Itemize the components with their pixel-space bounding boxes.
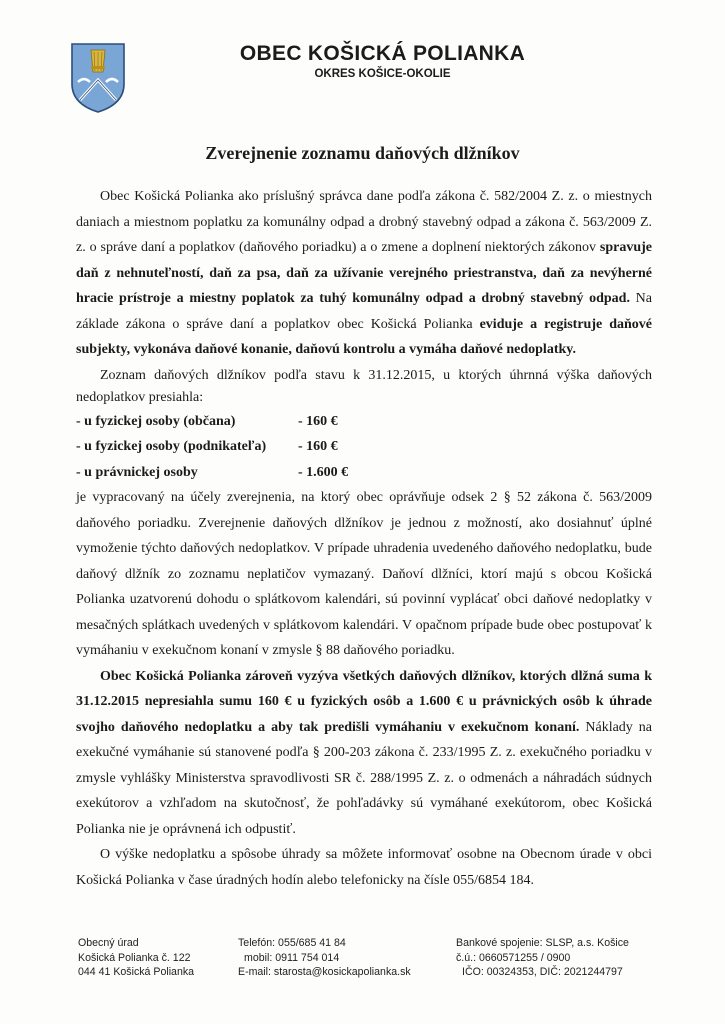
debt-threshold-table	[76, 409, 348, 486]
contact-paragraph: O výške nedoplatku a spôsobe úhrady sa môžete informovať osobne na Obecnom úrade v obci Košická Polianka v čase úradných hodín alebo telefonicky na čísle 055/6854 184.	[76, 847, 652, 888]
footer-contact: Telefón: 055/685 41 84 mobil: 0911 754 014 E-mail: starosta@kosickapolianka.sk	[238, 937, 411, 978]
debtors-list-intro: Zoznam daňových dlžníkov podľa stavu k 31.12.2015, u ktorých úhrnná výška daňových nedoplatkov presiahla:	[76, 367, 652, 405]
district-subtitle: OKRES KOŠICE-OKOLIE	[314, 68, 451, 80]
municipality-title: OBEC KOŠICKÁ POLIANKA	[239, 42, 526, 65]
table-row: - u právnickej osoby - 1.600 €	[76, 464, 349, 480]
email-link[interactable]: E-mail: starosta@kosickapolianka.sk	[238, 966, 411, 978]
footer-address: Obecný úrad Košická Polianka č. 122 044 41 Košická Polianka	[78, 937, 195, 978]
footer-bank: Bankové spojenie: SLSP, a.s. Košice č.ú.: 0660571255 / 0900 IČO: 00324353, DIČ: 2021244797	[456, 937, 629, 978]
publication-paragraph: je vypracovaný na účely zverejnenia, na ktorý obec oprávňuje odsek 2 § 52 zákona č. 563/2009 daňového poriadku. Zverejnenie daňových dlžníkov je jednou z možností, ako dosiahnuť úplné vymoženie týchto daňových nedoplatkov. V prípade uhradenia uvedeného daňového nedoplatku, bude daňový dlžník zo zoznamu neplatičov vymazaný. Daňoví dlžníci, ktorí majú s obcou Košická Polianka uzatvorenú dohodu o splátkovom kalendári, sú povinní vyplácať obci daňové nedoplatky v mesačných splátkach uvedených v splátkovom kalendári. V opačnom prípade bude obec postupovať k vymáhaniu v exekučnom konaní v zmysle § 88 daňového poriadku.	[76, 490, 652, 658]
intro-paragraph: Obec Košická Polianka ako príslušný správca dane podľa zákona č. 582/2004 Z. z. o miestnych daniach a miestnom poplatku za komunálny odpad a drobný stavebný odpad a zákona č. 563/2009 Z. z. o správe daní a poplatkov (daňového poriadku) a o zmene a doplnení niektorých zákonov spravuje daň z nehnuteľností, daň za psa, daň za užívanie verejného priestranstva, daň za nevýherné hracie prístroje a miestny poplatok za tuhý komunálny odpad a drobný stavebný odpad. Na základe zákona o správe daní a poplatkov obec Košická Polianka eviduje a registruje daňové subjekty, vykonáva daňové konanie, daňovú kontrolu a vymáha daňové nedoplatky.	[76, 189, 652, 357]
appeal-paragraph: Obec Košická Polianka zároveň vyzýva všetkých daňových dlžníkov, ktorých dlžná suma k 31.12.2015 nepresiahla sumu 160 € u fyzických osôb a 1.600 € u právnických osôb k úhrade svojho daňového nedoplatku a aby tak predišli vymáhaniu v exekučnom konaní. Náklady na exekučné vymáhanie sú stanovené podľa § 200-203 zákona č. 233/1995 Z. z. exekučného poriadku v zmysle vyhlášky Ministerstva spravodlivosti SR č. 288/1995 Z. z. o odmenách a náhradách súdnych exekútorov a vzhľadom na skutočnosť, že pohľadávky sú vymáhané exekútorom, obec Košická Polianka nie je oprávnená ich odpustiť.	[76, 668, 652, 837]
table-row: - u fyzickej osoby (podnikateľa) - 160 €	[76, 439, 338, 454]
table-row: - u fyzickej osoby (občana) - 160 €	[76, 413, 338, 429]
document-body	[76, 184, 652, 893]
document-title: Zverejnenie zoznamu daňových dlžníkov	[205, 143, 520, 163]
